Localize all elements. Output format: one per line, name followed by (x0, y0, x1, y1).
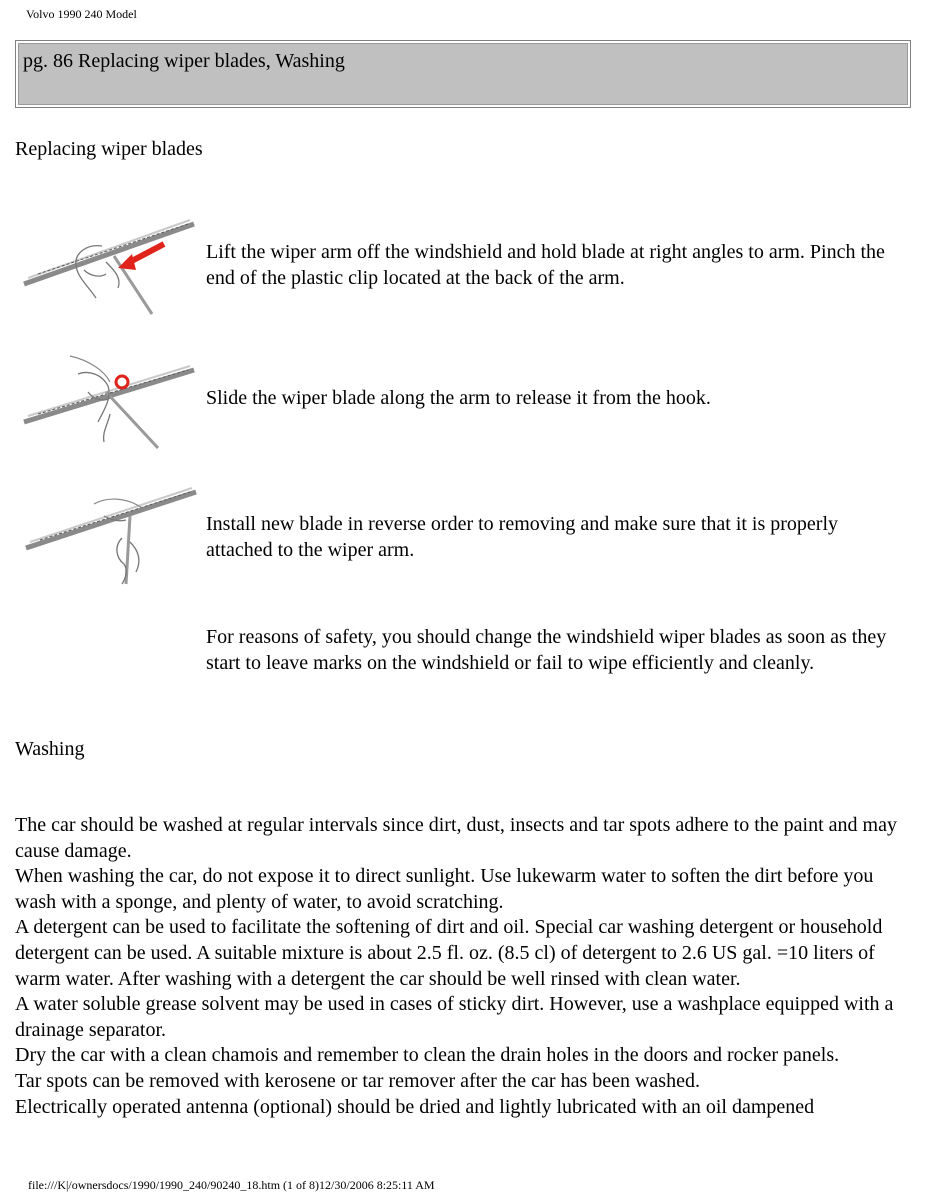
file-path-footer: file:///K|/ownersdocs/1990/1990_240/90240_18.htm (1 of 8)12/30/2006 8:25:11 AM (28, 1178, 435, 1192)
washing-heading: Washing (15, 738, 85, 760)
washing-paragraph: When washing the car, do not expose it to direct sunlight. Use lukewarm water to soften the dirt before you wash with a sponge, and plenty of water, to avoid scratching. (15, 865, 874, 913)
washing-paragraph: Dry the car with a clean chamois and remember to clean the drain holes in the doors and rocker panels. (15, 1044, 840, 1067)
washing-paragraph: A water soluble grease solvent may be used in cases of sticky dirt. However, use a washplace equipped with a drainage separator. (15, 993, 894, 1041)
washing-paragraph: The car should be washed at regular intervals since dirt, dust, insects and tar spots adhere to the paint and may cause damage. (15, 814, 897, 862)
washing-paragraph: A detergent can be used to facilitate the softening of dirt and oil. Special car washing detergent or household detergent can be used. A suitable mixture is about 2.5 fl. oz. (8.5 cl) of detergent to 2.6 US gal. =10 liters of warm water. After washing with a detergent the car should be well rinsed with clean water. (15, 916, 883, 990)
page-title: pg. 86 Replacing wiper blades, Washing (23, 50, 345, 72)
wiper-blade-install-illustration (18, 486, 200, 586)
washing-paragraph: Electrically operated antenna (optional) should be dried and lightly lubricated with an oil dampened (15, 1095, 815, 1118)
document-header: Volvo 1990 240 Model (26, 7, 137, 21)
replacing-heading: Replacing wiper blades (15, 138, 203, 160)
washing-paragraph: Tar spots can be removed with kerosene or tar remover after the car has been washed. (15, 1069, 700, 1092)
safety-note: For reasons of safety, you should change the windshield wiper blades as soon as they start to leave marks on the windshield or fail to wipe efficiently and cleanly. (206, 626, 887, 674)
step-2-text: Slide the wiper blade along the arm to release it from the hook. (206, 387, 711, 409)
step-3-text: Install new blade in reverse order to removing and make sure that it is properly attached to the wiper arm. (206, 513, 839, 561)
wiper-blade-slide-off-illustration (18, 352, 200, 452)
step-1-text: Lift the wiper arm off the windshield and hold blade at right angles to arm. Pinch the end of the plastic clip located at the back of the arm. (206, 241, 885, 289)
washing-body (15, 813, 905, 1120)
wiper-blade-clip-release-illustration (18, 216, 200, 316)
page-title-bar (15, 40, 911, 108)
